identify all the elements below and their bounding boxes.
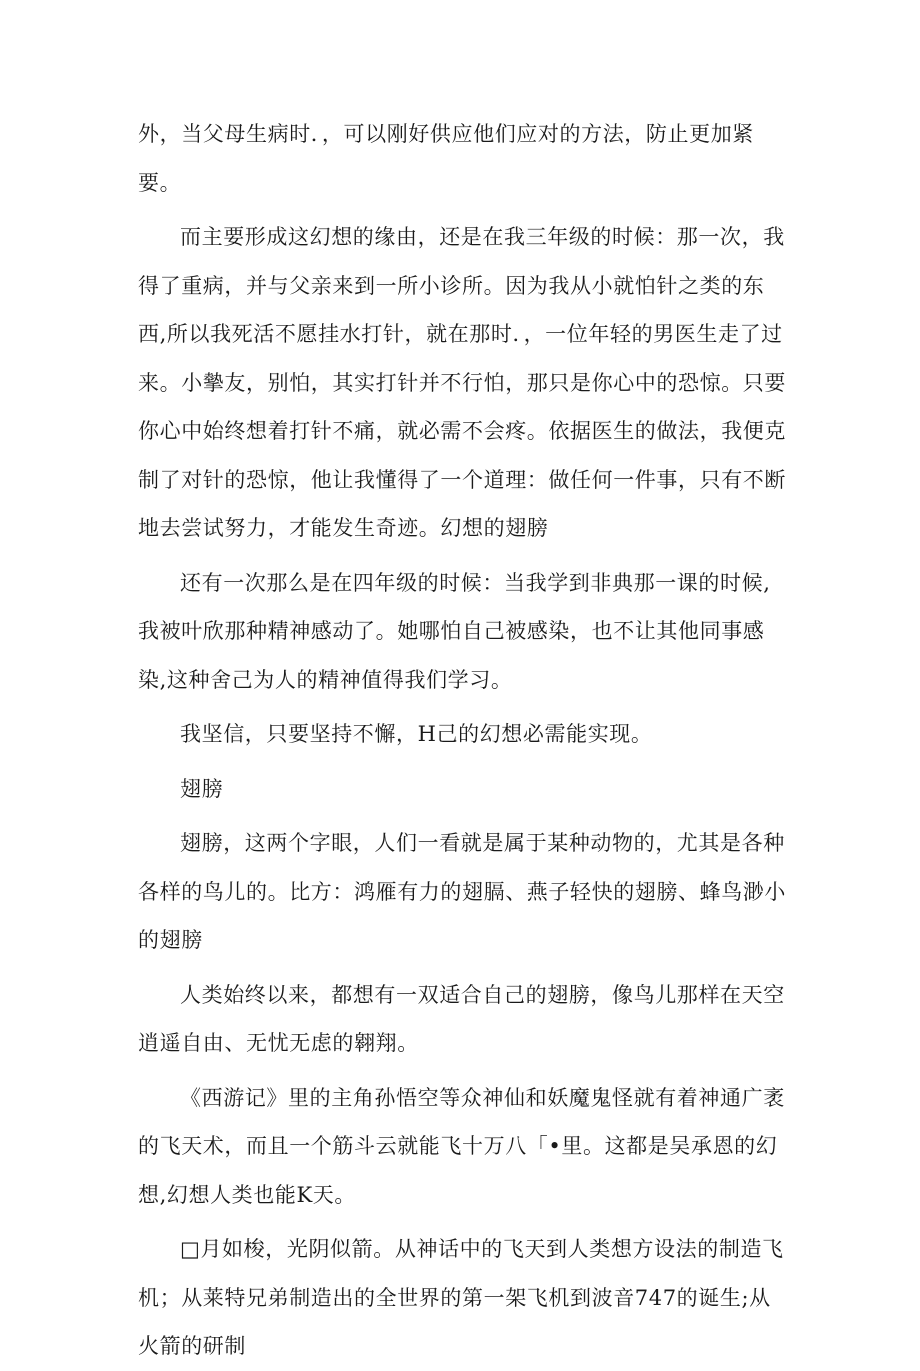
paragraph: □月如梭，光阴似箭。从神话中的飞天到人类想方设法的制造飞机；从莱特兄弟制造出的全世界的第一架飞机到波音747的诞生;从火箭的研制 [138,1237,784,1358]
paragraph: 《西游记》里的主角孙悟空等众神仙和妖魔鬼怪就有着神通广袤的飞天术，而且一个筋斗云就能飞十万八「•里。这都是吴承恩的幻想,幻想人类也能K天。 [138,1085,785,1207]
paragraph: 人类始终以来，都想有一双适合自己的翅膀，像鸟儿那样在天空逍遥自由、无忧无虑的翱翔。 [138,982,785,1055]
paragraph: 我坚信，只要坚持不懈，H己的幻想必需能实现。 [180,722,653,746]
paragraph: 而主要形成这幻想的缘由，还是在我三年级的时候：那一次，我得了重病，并与父亲来到一所小诊所。因为我从小就怕针之类的东西,所以我死活不愿挂水打针，就在那时．，一位年轻的男医生走了过来。小摰友，别怕，其实打针并不行怕，那只是你心中的恐惊。只要你心中始终想着打针不痛，就必需不会疼。依据医生的做法，我便克制了对针的恐惊，他让我懂得了一个道理：做任何一件事，只有不断地去尝试努力，才能发生奇迹。幻想的翅膀 [138,225,786,540]
section-heading: 翅膀 [180,776,224,801]
document-body [138,110,788,1371]
paragraph: 外，当父母生病时．，可以刚好供应他们应对的方法，防止更加紧要。 [138,122,754,195]
paragraph: 翅膀，这两个字眼，人们一看就是属于某种动物的，尤其是各种各样的鸟儿的。比方：鸿雁有力的翅膈、燕子轻快的翅膀、蜂鸟渺小的翅膀 [138,831,786,952]
paragraph: 还有一次那么是在四年级的时候：当我学到非典那一课的时候,我被叶欣那种精神感动了。她哪怕自己被感染，也不让其他同事感染,这种舍己为人的精神值得我们学习。 [138,570,771,692]
